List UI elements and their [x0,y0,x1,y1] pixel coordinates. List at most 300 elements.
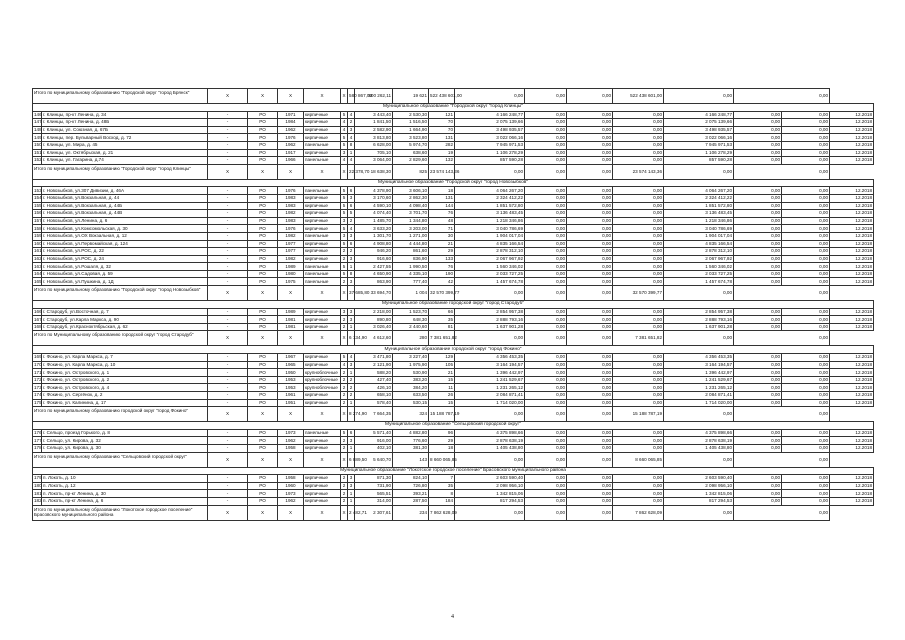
subtotal-row [33,286,874,301]
table-cell: 12.2018 [830,134,874,142]
table-cell: 4 064 267,20 [664,187,734,195]
table-cell: 2 084 871,41 [455,392,525,400]
table-row [33,399,874,407]
table-cell: кирпичные [304,126,341,134]
table-cell: г. Клинцы, ул. Гагарина, д.74 [42,157,208,165]
table-cell: 2 [341,316,348,324]
table-cell: 0,00 [525,316,567,324]
subtotal-cell: 825 [393,164,429,179]
table-cell: 6 [348,240,355,248]
table-cell: 384,20 [393,384,429,392]
table-row [33,217,874,225]
table-cell: 3 022 066,16 [664,134,734,142]
table-cell: кирпичные [304,225,341,233]
table-cell: 4 835 166,54 [664,240,734,248]
table-cell: 0,00 [734,225,782,233]
table-cell: 0,00 [613,187,664,195]
table-cell: 180 [34,483,42,489]
table-cell: 105 [429,361,455,369]
subtotal-cell: 280 [393,331,429,346]
subtotal-cell: X [208,452,248,467]
table-body [33,89,874,521]
subtotal-cell: 0,00 [525,286,567,301]
table-cell: РО [248,225,278,233]
table-cell: 0,00 [567,194,613,202]
table-cell: РО [248,210,278,218]
table-cell: 6 628,00 [355,141,393,149]
table-cell: 2 [341,490,348,498]
subtotal-cell: X [304,89,341,104]
table-cell: 1 637 901,28 [664,323,734,331]
table-cell: РО [248,255,278,263]
subtotal-row [33,407,874,422]
subtotal-label: Итого по муниципальному образованию "Локотское городское поселение" Брасовского муниципального района [33,505,208,520]
subtotal-cell: 0,00 [567,407,613,422]
table-cell: 3 [348,361,355,369]
table-cell: 0,00 [525,278,567,286]
table-cell: г. Клинцы, ул. Октябрьская, д. 21 [42,149,208,157]
subtotal-cell: 0,00 [734,407,830,422]
table-cell: 0,00 [613,392,664,400]
table-cell: 0,00 [734,278,782,286]
table-cell: 3 026,40 [355,323,393,331]
table-cell: панельные [304,157,341,165]
table-cell: 0,00 [734,126,782,134]
subtotal-cell: 8 274,90 [348,407,355,422]
table-cell: г. Новозыбков, ул.Первомайская, д. 124 [42,240,208,248]
subtotal-cell: X [208,505,248,520]
table-cell: 0,00 [734,384,782,392]
table-cell: 0,00 [613,111,664,119]
table-cell: 0,00 [734,157,782,165]
table-cell: - [208,157,248,165]
table-cell: 1984 [278,119,304,127]
table-cell: 0,00 [734,149,782,157]
table-cell: г. Новозыбков, ул.Вокзальная, д. 44 [42,194,208,202]
table-cell: 0,00 [613,490,664,498]
table-cell: 1 106 278,29 [455,149,525,157]
table-cell: 1 241 529,67 [455,376,525,384]
table-cell: РО [248,384,278,392]
table-cell: 0,00 [525,157,567,165]
table-cell: 3 [348,232,355,240]
table-cell: 2 [348,376,355,384]
subtotal-cell: X [278,407,304,422]
table-cell: 3 203,00 [393,225,429,233]
section-header [33,467,874,475]
table-cell: 12.2018 [830,444,874,452]
table-cell: 0,00 [782,323,830,331]
table-cell: 3 [348,308,355,316]
table-cell: панельные [304,141,341,149]
table-cell: 12.2018 [830,248,874,256]
table-cell: 383,20 [393,376,429,384]
table-cell: 12.2018 [830,482,874,490]
table-cell: - [208,111,248,119]
table-cell: 0,00 [782,399,830,407]
subtotal-label: Итого по муниципальному образованию "Городской округ "город Брянск" [33,89,208,104]
table-cell: 3 813,80 [355,134,393,142]
subtotal-cell: X [278,505,304,520]
subtotal-cell: 15 188 787,19 [429,407,455,422]
table-cell: РО [248,263,278,271]
table-cell: 0,00 [567,270,613,278]
table-cell: 166 [34,308,42,314]
subtotal-cell: X [278,286,304,301]
table-cell: 2 [341,392,348,400]
table-cell: 0,00 [782,194,830,202]
table-cell: 3 606,10 [393,187,429,195]
table-cell: 0,00 [782,444,830,452]
table-cell: 2 [341,475,348,483]
table-cell: 0,00 [782,475,830,483]
table-cell: 3 633,20 [355,225,393,233]
table-row [33,376,874,384]
table-cell: 0,00 [782,202,830,210]
table-cell: 530,15 [393,399,429,407]
table-cell: 4 835 166,54 [455,240,525,248]
table-cell: г. Сельцо, проезд Горького, д. 8 [42,429,208,437]
table-cell: кирпичные [304,475,341,483]
table-cell: 0,00 [734,255,782,263]
subtotal-cell: 0,00 [455,505,525,520]
subtotal-cell: 0,00 [567,164,613,179]
table-cell: 12.2018 [830,194,874,202]
table-cell: 0,00 [782,490,830,498]
table-cell: 4 [348,157,355,165]
table-cell: 2 [348,119,355,127]
table-cell: 0,00 [525,376,567,384]
table-cell: 3 164 194,57 [664,361,734,369]
table-cell: 150 [34,142,42,148]
table-cell: 12.2018 [830,323,874,331]
table-cell: РО [248,141,278,149]
table-cell: 5 [348,210,355,218]
table-cell: 8 [348,141,355,149]
table-cell: 3 [341,217,348,225]
table-cell: 0,00 [525,194,567,202]
table-cell: 0,00 [525,354,567,362]
table-cell: 12.2018 [830,475,874,483]
table-cell: 393,21 [393,490,429,498]
table-cell: 0,00 [567,217,613,225]
table-cell: 4 356 453,35 [455,354,525,362]
table-cell: 0,00 [613,141,664,149]
table-cell: п. Локоть, пр-кт Ленина, д. 6 [42,497,208,505]
table-row [33,232,874,240]
table-cell: 0,00 [567,354,613,362]
table-cell: 0,00 [525,437,567,445]
table-cell: 565,51 [355,490,393,498]
table-cell: РО [248,134,278,142]
table-cell: РО [248,270,278,278]
table-cell: 21 [429,240,455,248]
subtotal-cell: 19 621 [393,89,429,104]
table-cell: 5 [341,187,348,195]
table-cell: 0,00 [613,225,664,233]
table-cell: 0,00 [613,119,664,127]
table-row [33,255,874,263]
table-cell: 12.2018 [830,210,874,218]
table-cell: 5 [341,141,348,149]
table-cell: 1977 [278,240,304,248]
subtotal-cell: 7 862 628,09 [613,505,664,520]
subtotal-cell: 0,00 [664,164,734,179]
table-cell: 1 271,00 [393,232,429,240]
subtotal-cell: X [341,452,348,467]
table-cell: 0,00 [525,141,567,149]
table-cell: 1 396 442,97 [455,369,525,377]
table-cell: 0,00 [782,376,830,384]
table-cell: 163 [34,263,42,269]
table-cell: 2 888 793,16 [455,316,525,324]
table-cell: РО [248,157,278,165]
subtotal-cell: 8 660 065,85 [429,452,455,467]
section-header [33,346,874,354]
table-cell: 2 033 727,25 [455,270,525,278]
subtotal-cell: X [248,452,278,467]
subtotal-cell: 15 188 787,19 [613,407,664,422]
table-cell: 1982 [278,210,304,218]
table-cell: РО [248,497,278,505]
section-title: Муниципальное образование "Локотское городское поселение" Брасовского муниципального района [33,467,874,475]
table-cell: 0,00 [525,240,567,248]
table-cell: 4 335,10 [393,270,429,278]
table-cell: 0,00 [567,225,613,233]
table-cell: 176 [34,430,42,436]
subtotal-cell: 0,00 [664,89,734,104]
table-row [33,444,874,452]
table-cell: 0,00 [734,497,782,505]
subtotal-cell: X [208,89,248,104]
table-cell: 3 [341,149,348,157]
table-cell: - [208,482,248,490]
table-cell: 0,00 [782,437,830,445]
document-page [32,88,874,521]
table-cell: 0,00 [734,361,782,369]
table-cell: 1983 [278,194,304,202]
table-cell: 0,00 [782,225,830,233]
table-cell: - [208,270,248,278]
table-cell: 0,00 [782,369,830,377]
subtotal-cell: 580 867,00 [348,89,355,104]
table-cell: 177 [34,437,42,443]
subtotal-cell: 0,00 [455,407,525,422]
table-cell: 0,00 [525,111,567,119]
table-cell: 131 [429,134,455,142]
table-cell: г. Новозыбков, ул.307 Дивизии, д. 46А [42,187,208,195]
table-row [33,157,874,165]
table-cell: 0,00 [567,369,613,377]
table-cell: 30 [429,232,455,240]
table-cell: 1 714 020,00 [664,399,734,407]
subtotal-cell: X [341,331,348,346]
subtotal-cell: X [248,89,278,104]
subtotal-cell: 33 694,70 [355,286,393,301]
table-cell: - [208,316,248,324]
table-cell: 12.2018 [830,369,874,377]
table-cell: 1 841,50 [355,119,393,127]
table-cell: 12.2018 [830,429,874,437]
table-cell: 0,00 [782,248,830,256]
subtotal-row [33,505,874,520]
table-cell: 0,00 [613,263,664,271]
table-cell: 0,00 [567,248,613,256]
table-cell: 0,00 [567,437,613,445]
table-cell: 0,00 [567,308,613,316]
table-cell: РО [248,361,278,369]
table-cell: 2 [341,482,348,490]
table-cell: 1973 [278,429,304,437]
table-cell: 0,00 [782,497,830,505]
table-cell: 5 974,70 [393,141,429,149]
table-cell: РО [248,187,278,195]
table-cell: - [208,232,248,240]
table-cell: 3 [348,194,355,202]
table-cell: 1982 [278,232,304,240]
subtotal-cell: 22 378,70 [348,164,355,179]
table-cell: 0,00 [782,255,830,263]
table-cell: 0,00 [782,316,830,324]
table-cell: 2 [341,323,348,331]
subtotal-label: Итого по муниципальному образованию "Сельцовский городской округ" [33,452,208,467]
table-row [33,141,874,149]
table-cell: 0,00 [525,270,567,278]
table-row [33,119,874,127]
table-cell: 0,00 [613,354,664,362]
table-row [33,316,874,324]
table-cell: 2 [341,444,348,452]
table-row [33,134,874,142]
table-cell: 0,00 [782,392,830,400]
table-cell: 1953 [278,376,304,384]
table-cell: 0,00 [613,232,664,240]
table-cell: 0,00 [734,323,782,331]
table-cell: 1 714 020,00 [455,399,525,407]
subtotal-cell: 234 [393,505,429,520]
table-cell: 0,00 [734,194,782,202]
subtotal-cell: 143 [393,452,429,467]
table-cell: 588,20 [355,369,393,377]
subtotal-cell: 2 307,61 [355,505,393,520]
subtotal-cell: 0,00 [455,286,525,301]
table-cell: 15 [429,376,455,384]
subtotal-cell: 7 381 651,82 [429,331,455,346]
table-cell: 2 [341,376,348,384]
table-cell: 0,00 [525,369,567,377]
table-cell: 0,00 [734,429,782,437]
table-cell: крупноблочные [304,376,341,384]
table-row [33,248,874,256]
table-cell: 2 324 412,22 [455,194,525,202]
section-title: Муниципальное образование "Сельцовский городской округ" [33,422,874,430]
table-cell: 0,00 [525,490,567,498]
table-cell: РО [248,111,278,119]
table-cell: 0,00 [782,141,830,149]
table-cell: 5 [341,270,348,278]
table-cell: 172 [34,377,42,383]
subtotal-cell: 0,00 [455,331,525,346]
table-cell: 3 [348,475,355,483]
table-cell: РО [248,369,278,377]
table-cell: 0,00 [734,437,782,445]
table-cell: 0,00 [734,240,782,248]
section-title: Муниципальное образование городской округ "город Стародуб" [33,301,874,309]
table-cell: 0,00 [525,399,567,407]
table-cell: 149 [34,134,42,140]
table-cell: 0,00 [525,126,567,134]
table-cell: 6 [348,187,355,195]
table-cell: 1953 [278,384,304,392]
table-cell: 12.2018 [830,384,874,392]
table-cell: 1976 [278,187,304,195]
table-cell: 5 [341,354,348,362]
table-row [33,240,874,248]
table-cell: 1971 [278,111,304,119]
table-cell: 2 [341,384,348,392]
table-cell: 4 882,80 [393,429,429,437]
table-cell: - [208,255,248,263]
table-cell: 0,00 [567,202,613,210]
subtotal-cell: 0,00 [567,89,613,104]
table-cell: 0,00 [613,194,664,202]
table-row [33,437,874,445]
table-cell: 2 878 638,19 [455,437,525,445]
table-cell: - [208,490,248,498]
table-cell: 1 664,90 [393,126,429,134]
table-cell: 0,00 [525,248,567,256]
table-cell: 1 851 572,80 [664,202,734,210]
table-cell: 1975 [278,278,304,286]
table-cell: г. Новозыбков, ул.Ленина, д. 6 [42,217,208,225]
table-cell: 5 [341,429,348,437]
table-cell: 12.2018 [830,490,874,498]
table-cell: 4 064 267,20 [455,187,525,195]
table-cell: 4 074,40 [355,210,393,218]
subtotal-cell: 7 381 651,82 [613,331,664,346]
table-row [33,202,874,210]
table-cell: 21 [429,369,455,377]
table-cell: 2 427,55 [355,263,393,271]
table-cell: кирпичные [304,194,341,202]
table-cell: 0,00 [782,187,830,195]
table-cell: 0,00 [613,497,664,505]
table-cell: 4 098,40 [393,202,429,210]
table-cell: 3 [341,308,348,316]
table-cell: 2 [348,392,355,400]
subtotal-cell: X [248,505,278,520]
table-cell: кирпичные [304,134,341,142]
table-cell: 282 [429,141,455,149]
table-cell: 0,00 [613,255,664,263]
table-cell: 2 878 638,19 [664,437,734,445]
table-cell: 857 590,28 [664,157,734,165]
subtotal-cell: 32 570 399,77 [613,286,664,301]
table-cell: - [208,278,248,286]
table-cell: 1982 [278,255,304,263]
table-cell: 0,00 [734,217,782,225]
table-cell: РО [248,308,278,316]
table-cell: 4 908,80 [355,240,393,248]
table-cell: - [208,437,248,445]
table-cell: 4 166 248,77 [664,111,734,119]
table-cell: 48 [429,217,455,225]
table-cell: г. Новозыбков, ул.Садовая, д. 59 [42,270,208,278]
table-cell: 817 294,53 [664,497,734,505]
table-cell: 1 231 265,12 [664,384,734,392]
table-cell: 2 084 871,41 [664,392,734,400]
table-cell: - [208,444,248,452]
